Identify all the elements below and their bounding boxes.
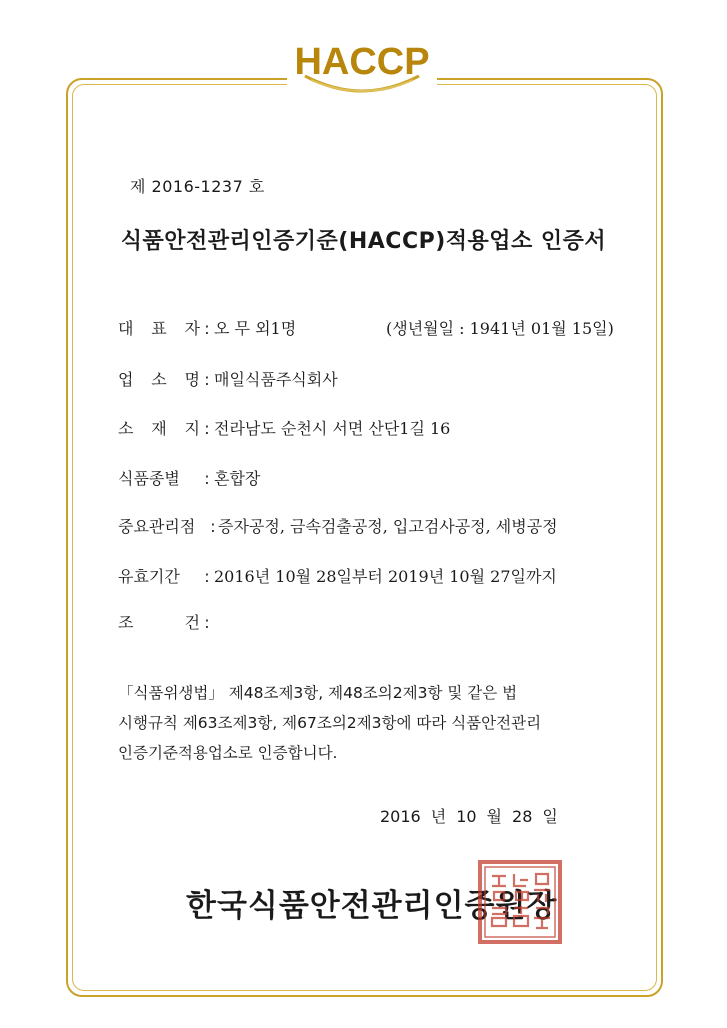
field-label: 소 재 지	[118, 419, 200, 438]
certificate-number: 제 2016-1237 호	[130, 177, 265, 196]
month-unit: 월	[486, 807, 503, 826]
field-label: 중요관리점	[118, 517, 196, 536]
certification-statement	[118, 678, 618, 768]
field-food-type	[118, 466, 260, 492]
ccp-value: 증자공정, 금속검출공정, 입고검사공정, 세병공정	[218, 517, 558, 536]
issue-date	[380, 804, 568, 827]
colon: :	[204, 319, 210, 338]
colon: :	[204, 370, 210, 389]
birth-date: (생년월일 : 1941년 01월 15일)	[386, 319, 614, 338]
field-label: 업 소 명	[118, 370, 200, 389]
field-conditions	[118, 610, 214, 636]
field-representative	[118, 316, 614, 342]
field-label: 조 건	[118, 613, 200, 632]
field-ccp	[118, 514, 558, 540]
day-unit: 일	[542, 807, 558, 826]
field-validity	[118, 564, 557, 590]
haccp-logo	[287, 36, 437, 98]
official-seal-stamp	[474, 856, 566, 948]
field-label: 유효기간	[118, 567, 180, 586]
colon: :	[210, 517, 216, 536]
issuer-name: 한국식품안전관리인증원장	[186, 888, 558, 924]
food-type-value: 혼합장	[214, 469, 261, 488]
issue-month: 10	[456, 807, 477, 826]
colon: :	[204, 567, 210, 586]
field-business-name	[118, 367, 338, 393]
field-label: 대 표 자	[118, 319, 200, 338]
field-label: 식품종별	[118, 469, 180, 488]
field-location	[118, 416, 450, 442]
certificate-title: 식품안전관리인증기준(HACCP)적용업소 인증서	[120, 229, 607, 254]
colon: :	[204, 419, 210, 438]
issue-day: 28	[512, 807, 533, 826]
colon: :	[204, 613, 210, 632]
year-unit: 년	[430, 807, 447, 826]
location-value: 전라남도 순천시 서면 산단1길 16	[214, 419, 451, 438]
statement-line: 「식품위생법」 제48조제3항, 제48조의2제3항 및 같은 법	[118, 684, 518, 702]
statement-line: 시행규칙 제63조제3항, 제67조의2제3항에 따라 식품안전관리	[118, 714, 542, 732]
haccp-logo-text: HACCP	[294, 41, 430, 83]
business-name-value: 매일식품주식회사	[214, 370, 338, 389]
statement-line: 인증기준적용업소로 인증합니다.	[118, 744, 338, 762]
validity-value: 2016년 10월 28일부터 2019년 10월 27일까지	[214, 567, 557, 586]
representative-value: 오 무 외1명	[214, 319, 297, 338]
colon: :	[204, 469, 210, 488]
issue-year: 2016	[380, 807, 421, 826]
